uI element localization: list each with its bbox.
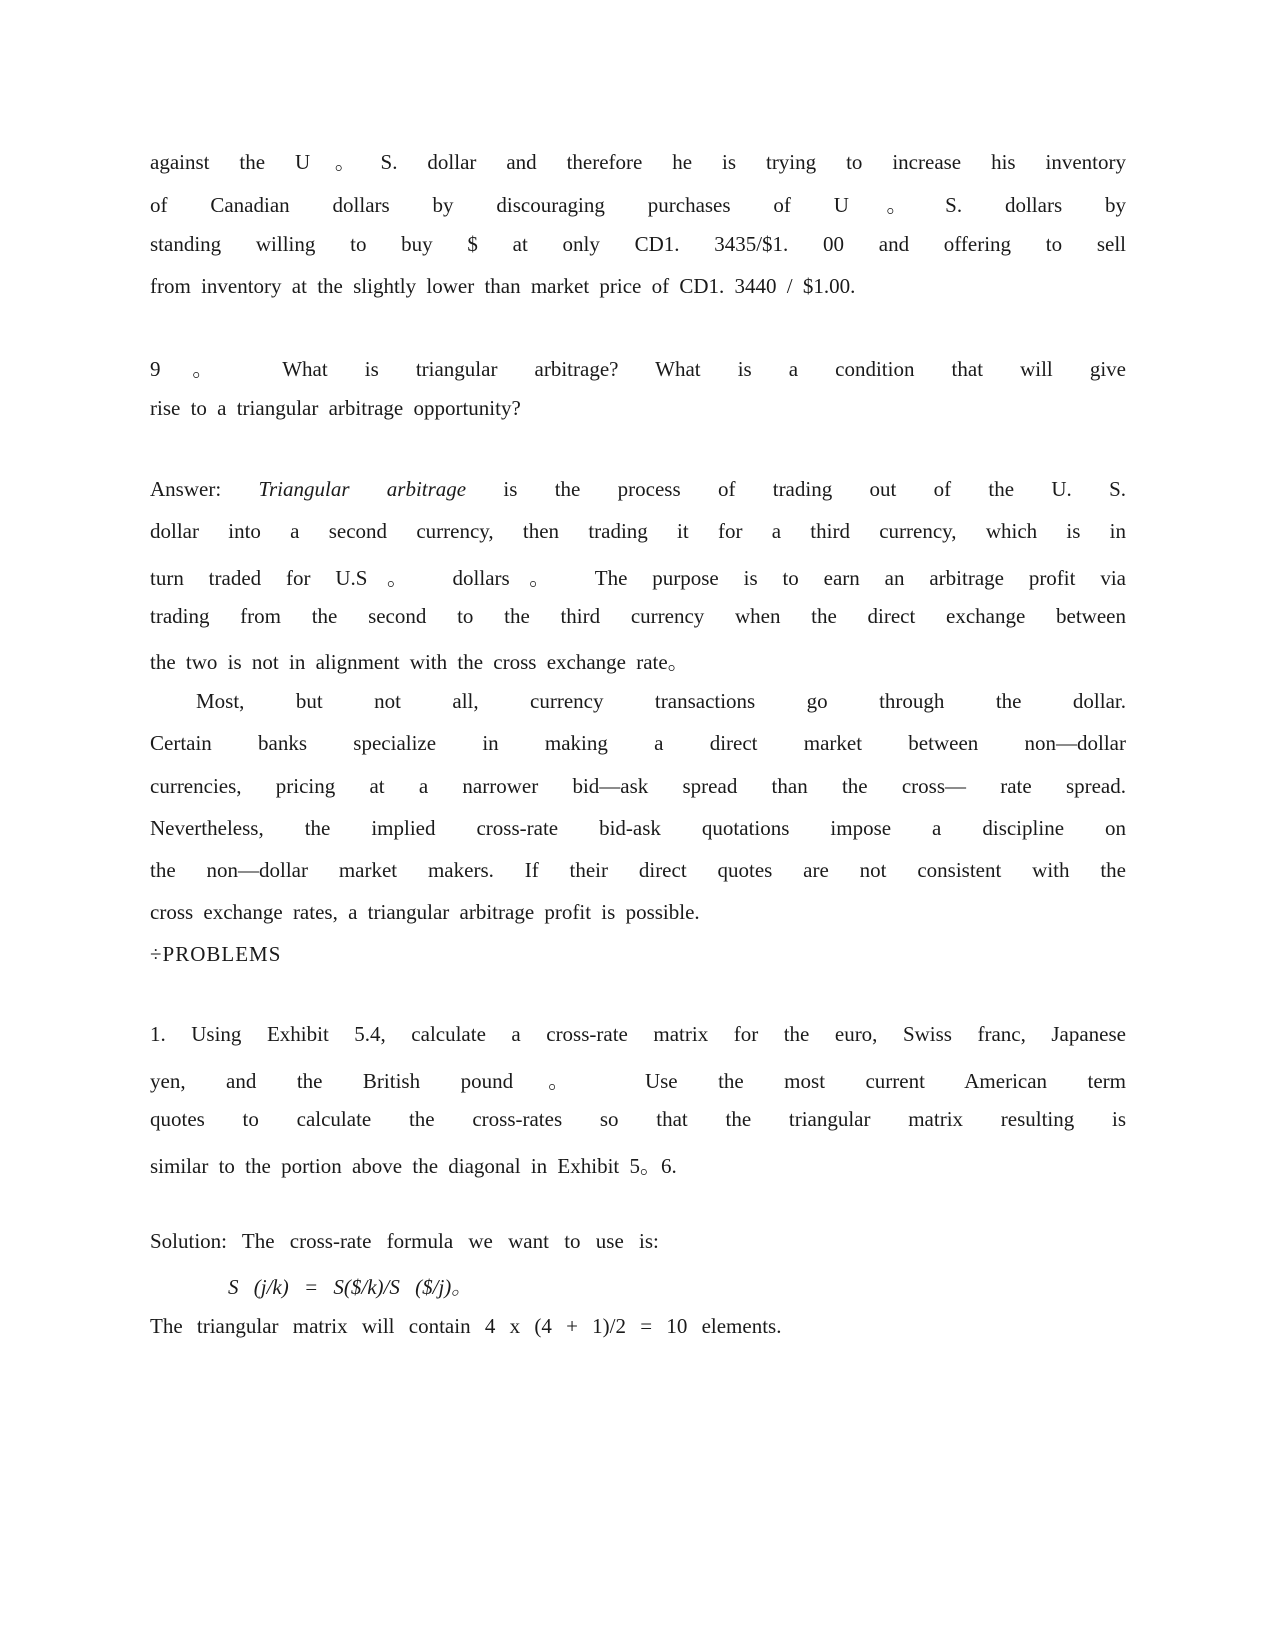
cross-rate-formula: S (j/k) = S($/k)/S ($/j)。 <box>228 1275 473 1299</box>
answer-9-line: the two is not in alignment with the cross exchange rate。 <box>150 650 689 674</box>
solution-intro: Solution: The cross-rate formula we want to use is: <box>150 1229 659 1253</box>
answer-9-line: dollar into a second currency, then trading it for a third currency, which is in <box>150 519 1126 543</box>
answer-9-para2-line: Most, but not all, currency transactions go through the dollar. <box>196 689 1126 713</box>
answer-first-line-text: is the process of trading out of the U. S. <box>503 477 1127 501</box>
answer-9-line: turn traded for U.S。 dollars。 The purpose is to earn an arbitrage profit via <box>150 566 1126 590</box>
problem-1-line: quotes to calculate the cross-rates so that the triangular matrix resulting is <box>150 1107 1126 1131</box>
paragraph-line: against the U。S. dollar and therefore he is trying to increase his inventory <box>150 150 1126 174</box>
matrix-note: The triangular matrix will contain 4 x (4 + 1)/2 = 10 elements. <box>150 1314 782 1338</box>
problem-1-line: yen, and the British pound。 Use the most current American term <box>150 1069 1126 1093</box>
problem-1-line: 1. Using Exhibit 5.4, calculate a cross-rate matrix for the euro, Swiss franc, Japanese <box>150 1022 1126 1046</box>
question-9-line: 9。 What is triangular arbitrage? What is a condition that will give <box>150 357 1126 381</box>
answer-label: Answer: <box>150 477 222 501</box>
answer-9-para2-line: the non—dollar market makers. If their direct quotes are not consistent with the <box>150 858 1126 882</box>
answer-9-para2-line: Nevertheless, the implied cross-rate bid-ask quotations impose a discipline on <box>150 816 1126 840</box>
answer-9-para2-line: cross exchange rates, a triangular arbitrage profit is possible. <box>150 900 700 924</box>
answer-9-first-line <box>150 477 1126 502</box>
answer-9-para2-line: currencies, pricing at a narrower bid—ask spread than the cross— rate spread. <box>150 774 1126 798</box>
answer-term: Triangular arbitrage <box>258 477 467 501</box>
paragraph-line: from inventory at the slightly lower than market price of CD1. 3440 / $1.00. <box>150 274 856 298</box>
section-heading: ÷PROBLEMS <box>150 942 282 966</box>
paragraph-line: standing willing to buy $ at only CD1. 3435/$1. 00 and offering to sell <box>150 232 1126 256</box>
answer-9-para2-line: Certain banks specialize in making a direct market between non—dollar <box>150 731 1126 755</box>
question-9-line: rise to a triangular arbitrage opportunity? <box>150 396 521 420</box>
answer-9-line: trading from the second to the third currency when the direct exchange between <box>150 604 1126 628</box>
problem-1-line: similar to the portion above the diagonal in Exhibit 5。6. <box>150 1154 677 1178</box>
paragraph-line: of Canadian dollars by discouraging purchases of U。S. dollars by <box>150 193 1126 217</box>
